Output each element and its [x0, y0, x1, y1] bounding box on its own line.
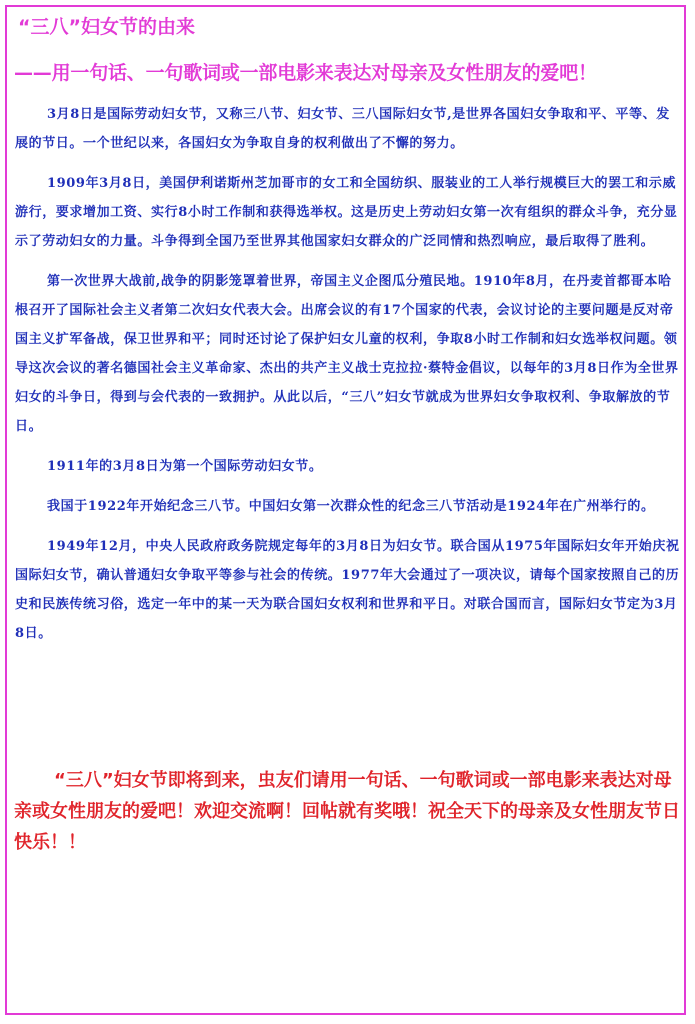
paragraph-1949: 1949年12月，中央人民政府政务院规定每年的3月8日为妇女节。联合国从1975年国际妇女年开始庆祝国际妇女节，确认普通妇女争取平等参与社会的传统。1977年大会通过了一项决议，请每个国家按照自己的历史和民族传统习俗，选定一年中的某一天为联合国妇女权利和世界和平日。对联合国而言，国际妇女节定为3月8日。: [15, 539, 680, 641]
page-subtitle: ——用一句话、一句歌词或一部电影来表达对母亲及女性朋友的爱吧！: [14, 62, 597, 84]
paragraph-intro: 3月8日是国际劳动妇女节，又称三八节、妇女节、三八国际妇女节,是世界各国妇女争取和平、平等、发展的节日。一个世纪以来，各国妇女为争取自身的权利做出了不懈的努力。: [15, 107, 670, 151]
page-title: “三八”妇女节的由来: [18, 16, 195, 38]
closing-message: “三八”妇女节即将到来，虫友们请用一句话、一句歌词或一部电影来表达对母亲或女性朋友的爱吧！欢迎交流啊！回帖就有奖哦！祝全天下的母亲及女性朋友节日快乐！！: [14, 770, 680, 853]
article-body: [15, 100, 682, 659]
paragraph-1909: 1909年3月8日，美国伊利诺斯州芝加哥市的女工和全国纺织、服装业的工人举行规模巨大的罢工和示威游行，要求增加工资、实行8小时工作制和获得选举权。这是历史上劳动妇女第一次有组织的群众斗争，充分显示了劳动妇女的力量。斗争得到全国乃至世界其他国家妇女群众的广泛同情和热烈响应，最后取得了胜利。: [15, 176, 678, 249]
paragraph-1911: 1911年的3月8日为第一个国际劳动妇女节。: [47, 459, 323, 474]
paragraph-1922: 我国于1922年开始纪念三八节。中国妇女第一次群众性的纪念三八节活动是1924年在广州举行的。: [47, 499, 655, 514]
paragraph-1910: 第一次世界大战前,战争的阴影笼罩着世界，帝国主义企图瓜分殖民地。1910年8月，在丹麦首都哥本哈根召开了国际社会主义者第二次妇女代表大会。出席会议的有17个国家的代表，会议讨论的主要问题是反对帝国主义扩军备战，保卫世界和平；同时还讨论了保护妇女儿童的权利，争取8小时工作制和妇女选举权问题。领导这次会议的著名德国社会主义革命家、杰出的共产主义战士克拉拉·蔡特金倡议，以每年的3月8日作为全世界妇女的斗争日，得到与会代表的一致拥护。从此以后，“三八”妇女节就成为世界妇女争取权利、争取解放的节日。: [15, 274, 679, 434]
